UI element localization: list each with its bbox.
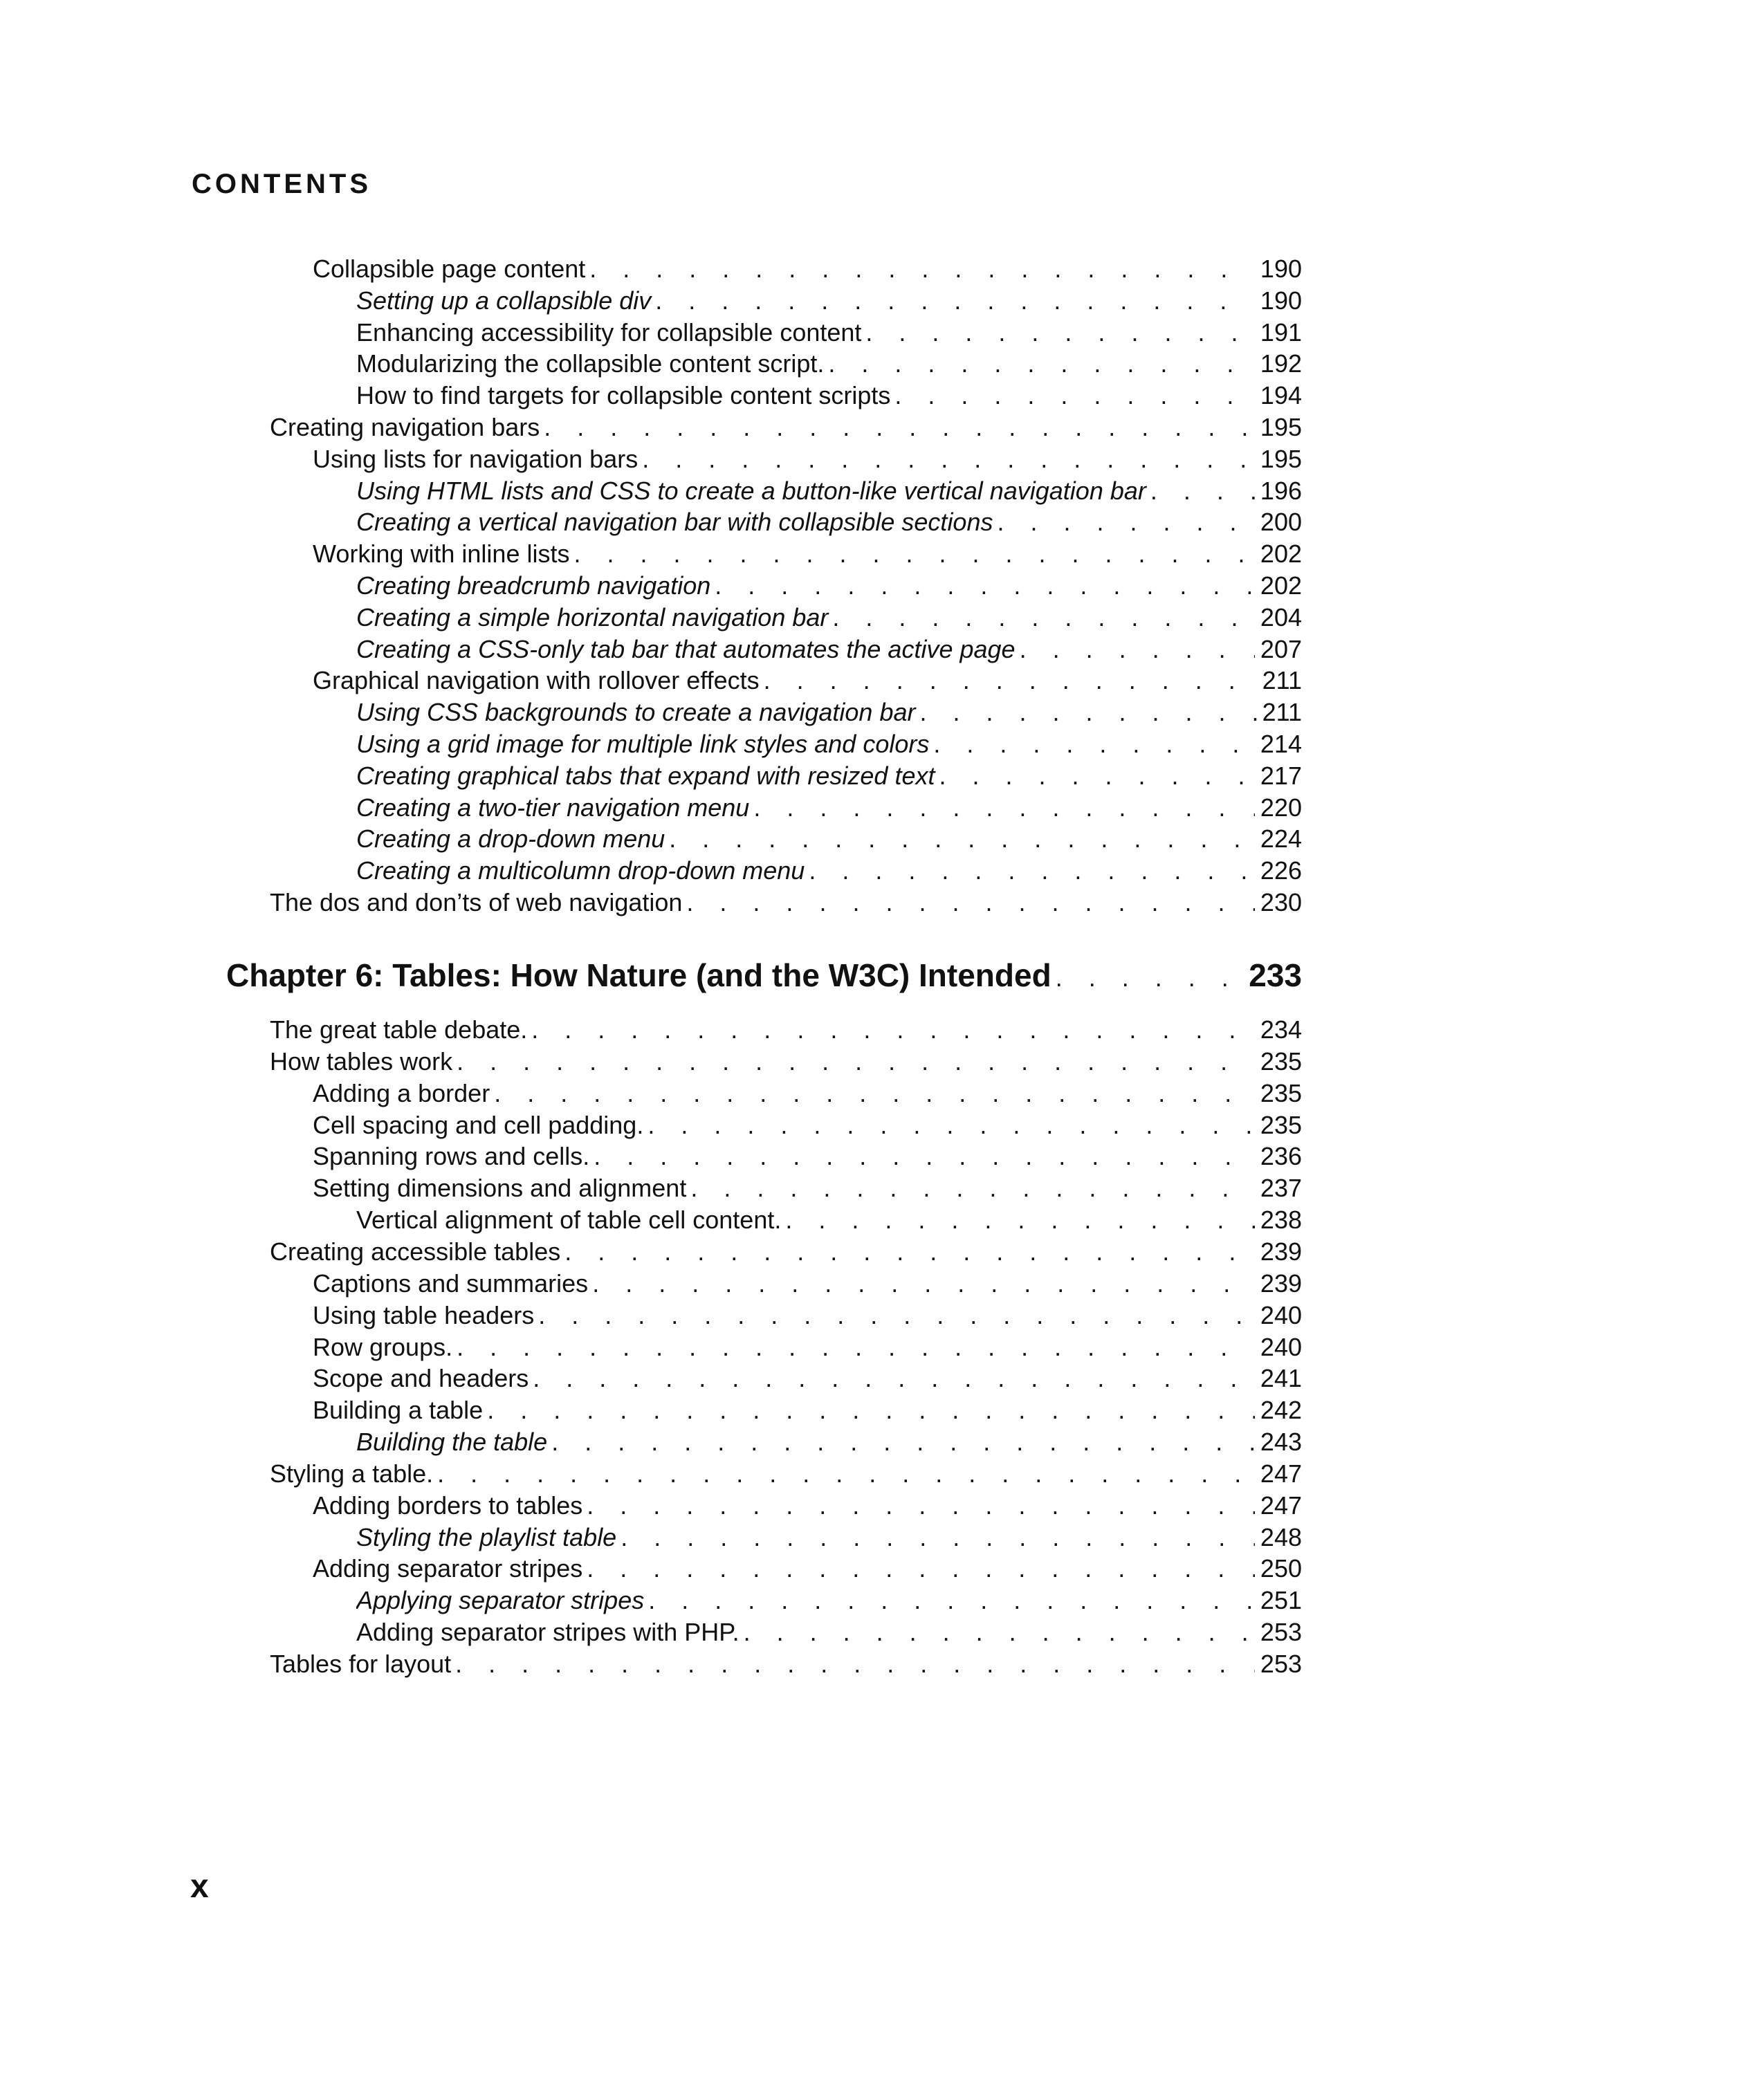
dot-leader — [651, 285, 1255, 317]
toc-entry-page-number: 241 — [1260, 1364, 1302, 1393]
toc-entry-page-number: 200 — [1260, 508, 1302, 537]
toc-entry-title: Adding borders to tables — [313, 1491, 583, 1520]
dot-leader — [483, 1394, 1255, 1426]
toc-entry[interactable] — [356, 317, 1302, 349]
toc-entry[interactable] — [356, 760, 1302, 792]
toc-entry-title: Setting dimensions and alignment — [313, 1174, 687, 1203]
toc-entry[interactable] — [313, 1141, 1302, 1172]
toc-entry-title: Creating a CSS-only tab bar that automates the active page — [356, 634, 1016, 663]
toc-entry[interactable] — [356, 475, 1302, 507]
toc-entry-title: Creating navigation bars — [270, 413, 540, 441]
toc-entry-title: Collapsible page content — [313, 255, 586, 283]
toc-entry-page-number: 235 — [1260, 1046, 1302, 1076]
dot-leader — [1016, 634, 1255, 665]
toc-entry-page-number: 234 — [1260, 1015, 1302, 1044]
toc-entry[interactable] — [313, 443, 1302, 475]
dot-leader — [824, 348, 1255, 380]
toc-entry-title: Graphical navigation with rollover effects — [313, 666, 760, 695]
toc-entry-title: Enhancing accessibility for collapsible content — [356, 317, 862, 347]
toc-entry-page-number: 240 — [1260, 1332, 1302, 1361]
dot-leader — [1146, 475, 1255, 507]
toc-entry-page-number: 242 — [1260, 1396, 1302, 1425]
dot-leader — [569, 538, 1254, 570]
toc-entry-title: Creating breadcrumb navigation — [356, 571, 711, 600]
toc-entry-page-number: 207 — [1260, 634, 1302, 663]
toc-entry-page-number: 195 — [1260, 444, 1302, 473]
toc-entry[interactable] — [356, 380, 1302, 412]
toc-entry[interactable] — [356, 728, 1302, 760]
toc-entry-title: Vertical alignment of table cell content. — [356, 1206, 782, 1235]
dot-leader — [935, 760, 1254, 792]
toc-entry[interactable] — [356, 1585, 1302, 1616]
toc-entry-title: Creating a simple horizontal navigation bar — [356, 602, 829, 631]
toc-entry[interactable] — [356, 1616, 1302, 1648]
dot-leader — [534, 1300, 1255, 1331]
toc-entry-page-number: 235 — [1260, 1110, 1302, 1139]
toc-entry-page-number: 253 — [1260, 1618, 1302, 1647]
toc-entry[interactable] — [356, 506, 1302, 538]
dot-leader — [616, 1522, 1255, 1553]
toc-entry-title: Working with inline lists — [313, 540, 570, 569]
toc-entry-page-number: 214 — [1260, 730, 1302, 758]
dot-leader — [582, 1490, 1255, 1522]
toc-entry-page-number: 238 — [1260, 1206, 1302, 1235]
chapter-title: Chapter 6: Tables: How Nature (and the W3C) Intended — [226, 957, 1051, 993]
toc-entry-page-number: 195 — [1260, 413, 1302, 441]
toc-entry-page-number: 202 — [1260, 540, 1302, 569]
dot-leader — [433, 1458, 1255, 1490]
dot-leader — [529, 1363, 1255, 1394]
toc-entry-title: Adding a border — [313, 1078, 490, 1107]
toc-entry[interactable] — [356, 634, 1302, 665]
toc-entry[interactable] — [356, 697, 1302, 728]
toc-entry-title: How tables work — [270, 1046, 453, 1076]
toc-entry[interactable] — [356, 348, 1302, 380]
toc-entry[interactable] — [270, 1458, 1302, 1490]
toc-entry-title: Setting up a collapsible div — [356, 286, 652, 315]
toc-entry-title: Building the table — [356, 1428, 548, 1457]
toc-entry-page-number: 191 — [1260, 317, 1302, 347]
toc-entry-title: Scope and headers — [313, 1364, 529, 1393]
toc-entry-page-number: 226 — [1260, 856, 1302, 885]
toc-entry-title: Using HTML lists and CSS to create a button-like vertical navigation bar — [356, 476, 1146, 505]
toc-entry-page-number: 230 — [1260, 888, 1302, 916]
dot-leader — [665, 823, 1255, 855]
toc-entry[interactable] — [356, 1522, 1302, 1553]
toc-entry[interactable] — [313, 253, 1302, 285]
toc-entry[interactable] — [356, 1204, 1302, 1236]
toc-entry-page-number: 247 — [1260, 1491, 1302, 1520]
dot-leader — [452, 1331, 1255, 1363]
toc-entry-page-number: 251 — [1260, 1586, 1302, 1615]
toc-entry[interactable] — [313, 1331, 1302, 1363]
toc-entry-title: Tables for layout — [270, 1650, 452, 1678]
toc-entry-page-number: 190 — [1260, 286, 1302, 315]
dot-leader — [588, 1268, 1255, 1300]
toc-entry[interactable] — [356, 602, 1302, 634]
toc-entry-page-number: 239 — [1260, 1269, 1302, 1298]
toc-entry[interactable] — [270, 1046, 1302, 1078]
toc-entry-page-number: 211 — [1262, 698, 1302, 727]
dot-leader — [682, 887, 1255, 919]
toc-entry-title: Row groups. — [313, 1332, 453, 1361]
dot-leader — [781, 1204, 1255, 1236]
toc-entry[interactable] — [313, 538, 1302, 570]
running-head: CONTENTS — [192, 169, 371, 199]
dot-leader — [540, 412, 1255, 443]
toc-entry[interactable] — [356, 1426, 1302, 1458]
dot-leader — [915, 697, 1256, 728]
toc-entry[interactable] — [313, 1363, 1302, 1394]
toc-entry-title: Styling the playlist table — [356, 1522, 617, 1551]
dot-leader — [929, 728, 1255, 760]
dot-leader — [828, 602, 1255, 634]
toc-entry-title: Creating a drop-down menu — [356, 824, 665, 854]
dot-leader — [490, 1078, 1255, 1109]
dot-leader — [686, 1172, 1255, 1204]
toc-entry-title: Creating a two-tier navigation menu — [356, 793, 750, 822]
toc-entry-page-number: 196 — [1260, 476, 1302, 505]
toc-entry-title: Using table headers — [313, 1300, 535, 1329]
toc-entry[interactable] — [313, 1172, 1302, 1204]
dot-leader — [547, 1426, 1255, 1458]
dot-leader — [589, 1141, 1255, 1172]
toc-entry[interactable] — [313, 1109, 1302, 1141]
toc-entry-page-number: 247 — [1260, 1459, 1302, 1488]
toc-entry-page-number: 239 — [1260, 1237, 1302, 1266]
toc-entry[interactable] — [356, 823, 1302, 855]
toc-entry[interactable] — [313, 1394, 1302, 1426]
toc-entry-title: How to find targets for collapsible content scripts — [356, 381, 891, 410]
toc-entry[interactable] — [313, 1490, 1302, 1522]
dot-leader — [644, 1585, 1255, 1616]
dot-leader — [582, 1553, 1255, 1585]
toc-entry[interactable] — [313, 665, 1302, 697]
dot-leader — [638, 443, 1255, 475]
toc-entry-page-number: 204 — [1260, 602, 1302, 631]
dot-leader — [452, 1046, 1255, 1078]
dot-leader — [451, 1648, 1255, 1680]
dot-leader — [710, 570, 1255, 602]
toc-entry-title: Adding separator stripes — [313, 1554, 583, 1583]
toc-entry[interactable] — [270, 412, 1302, 443]
toc-entry-title: Using CSS backgrounds to create a navigation bar — [356, 698, 916, 727]
toc-entry-page-number: 248 — [1260, 1522, 1302, 1551]
toc-entry-title: Applying separator stripes — [356, 1586, 645, 1615]
toc-entry-title: Creating accessible tables — [270, 1237, 561, 1266]
dot-leader — [760, 665, 1257, 697]
dot-leader — [861, 317, 1255, 349]
toc-entry-title: Building a table — [313, 1396, 484, 1425]
toc-entry-title: Captions and summaries — [313, 1269, 589, 1298]
toc-entry-title: Spanning rows and cells. — [313, 1142, 590, 1171]
dot-leader — [993, 506, 1254, 538]
page-folio: x — [190, 1868, 209, 1905]
toc-entry[interactable] — [270, 1014, 1302, 1046]
toc-entry-page-number: 243 — [1260, 1428, 1302, 1457]
toc-entry-page-number: 211 — [1262, 666, 1302, 695]
toc-entry-page-number: 235 — [1260, 1078, 1302, 1107]
toc-entry-title: Modularizing the collapsible content script. — [356, 349, 825, 378]
toc-entry[interactable] — [356, 570, 1302, 602]
dot-leader — [1051, 957, 1244, 996]
toc-entry-title: Creating graphical tabs that expand with resized text — [356, 761, 935, 790]
chapter-page-number: 233 — [1249, 957, 1302, 993]
toc-entry-page-number: 190 — [1260, 255, 1302, 283]
toc-entry-page-number: 250 — [1260, 1554, 1302, 1583]
toc-entry-title: The great table debate. — [270, 1015, 528, 1044]
toc-entry-title: Adding separator stripes with PHP. — [356, 1618, 739, 1647]
dot-leader — [749, 792, 1255, 824]
toc-entry-page-number: 240 — [1260, 1300, 1302, 1329]
toc-entry-page-number: 194 — [1260, 381, 1302, 410]
dot-leader — [739, 1616, 1255, 1648]
toc-entry-page-number: 224 — [1260, 824, 1302, 854]
toc-entry-page-number: 237 — [1260, 1174, 1302, 1203]
toc-entry-title: Using a grid image for multiple link styles and colors — [356, 730, 930, 758]
dot-leader — [560, 1236, 1255, 1268]
dot-leader — [890, 380, 1255, 412]
toc-entry[interactable] — [356, 285, 1302, 317]
toc-entry-title: Using lists for navigation bars — [313, 444, 638, 473]
toc-entry[interactable] — [356, 855, 1302, 887]
toc-entry[interactable] — [270, 1648, 1302, 1680]
toc-entry[interactable] — [356, 792, 1302, 824]
toc-entry[interactable] — [270, 1236, 1302, 1268]
toc-entry-page-number: 236 — [1260, 1142, 1302, 1171]
dot-leader — [585, 253, 1255, 285]
toc-entry[interactable] — [313, 1553, 1302, 1585]
toc-entry-title: Cell spacing and cell padding. — [313, 1110, 644, 1139]
dot-leader — [643, 1109, 1255, 1141]
toc-entry-title: Styling a table. — [270, 1459, 434, 1488]
toc-entry-page-number: 202 — [1260, 571, 1302, 600]
toc-entry-page-number: 220 — [1260, 793, 1302, 822]
toc-entry-page-number: 253 — [1260, 1650, 1302, 1678]
dot-leader — [805, 855, 1255, 887]
toc-entry[interactable] — [313, 1078, 1302, 1109]
toc-entry-title: The dos and don’ts of web navigation — [270, 888, 683, 916]
toc-entry-title: Creating a vertical navigation bar with collapsible sections — [356, 508, 993, 537]
chapter-heading[interactable] — [226, 954, 1302, 996]
toc-entry[interactable] — [313, 1268, 1302, 1300]
toc-entry-title: Creating a multicolumn drop-down menu — [356, 856, 805, 885]
toc-entry[interactable] — [270, 887, 1302, 919]
dot-leader — [527, 1014, 1255, 1046]
toc-entry-page-number: 217 — [1260, 761, 1302, 790]
toc-entry[interactable] — [313, 1300, 1302, 1331]
toc-entry-page-number: 192 — [1260, 349, 1302, 378]
